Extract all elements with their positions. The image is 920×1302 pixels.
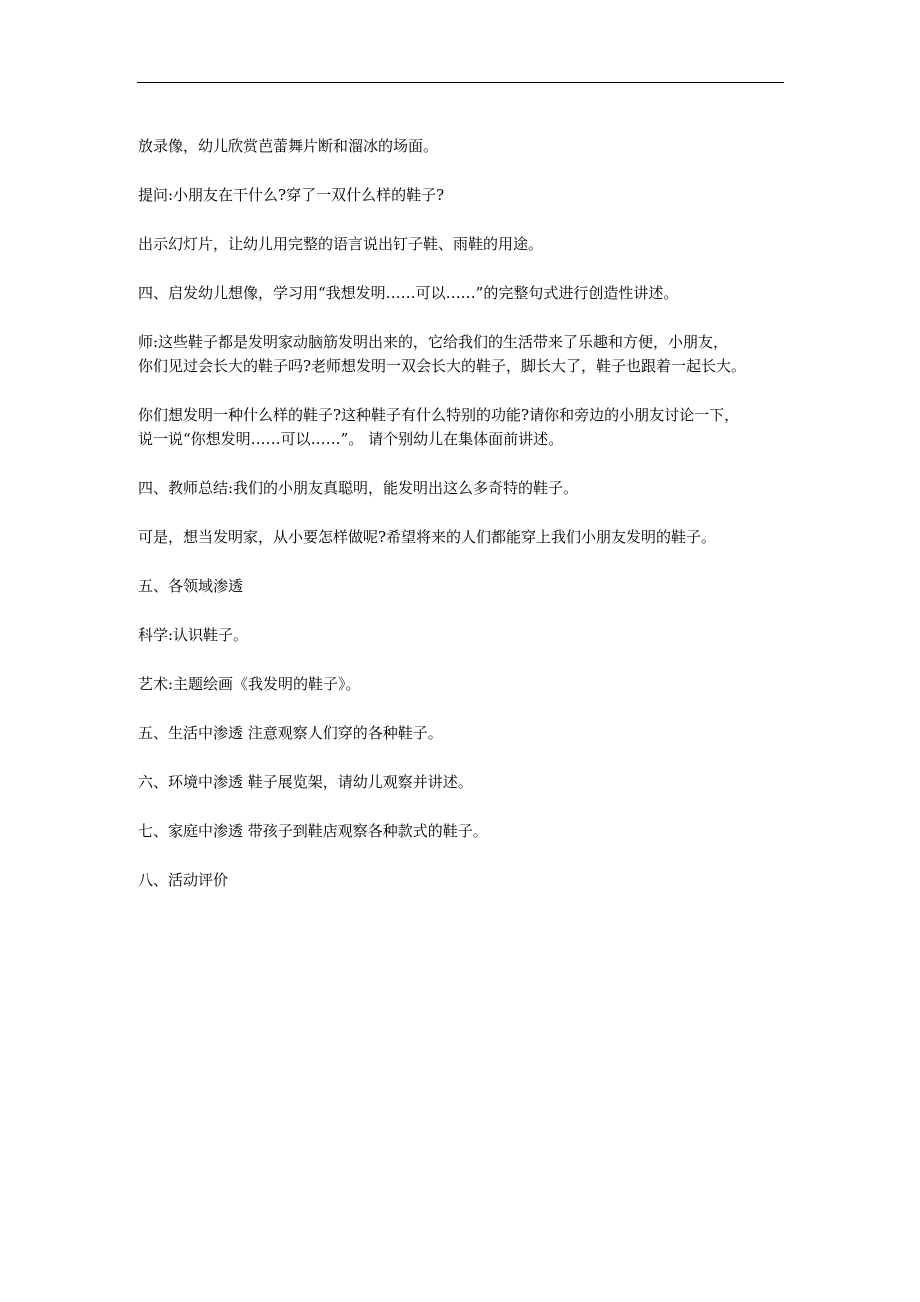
paragraph-15 [138, 868, 788, 892]
paragraph-2 [138, 183, 788, 207]
document-body [138, 134, 788, 917]
header-rule [137, 82, 784, 83]
paragraph-line: 艺术:主题绘画《我发明的鞋子》。 [138, 675, 361, 693]
paragraph-1 [138, 134, 788, 158]
paragraph-line: 八、活动评价 [138, 871, 229, 889]
paragraph-13 [138, 770, 788, 794]
paragraph-line: 科学:认识鞋子。 [138, 626, 249, 644]
paragraph-12 [138, 721, 788, 745]
paragraph-line: 你们见过会长大的鞋子吗?老师想发明一双会长大的鞋子，脚长大了，鞋子也跟着一起长大。 [138, 357, 747, 375]
paragraph-line: 五、生活中渗透 注意观察人们穿的各种鞋子。 [138, 724, 443, 742]
paragraph-line: 七、家庭中渗透 带孩子到鞋店观察各种款式的鞋子。 [138, 822, 488, 840]
paragraph-4 [138, 281, 788, 305]
paragraph-14 [138, 819, 788, 843]
paragraph-line: 说一说“你想发明……可以……”。 请个别幼儿在集体面前讲述。 [138, 430, 564, 448]
section-heading [138, 574, 788, 598]
paragraph-line: 师:这些鞋子都是发明家动脑筋发明出来的，它给我们的生活带来了乐趣和方便，小朋友， [138, 333, 729, 351]
paragraph-line: 可是，想当发明家，从小要怎样做呢?希望将来的人们都能穿上我们小朋友发明的鞋子。 [138, 528, 717, 546]
paragraph-line: 你们想发明一种什么样的鞋子?这种鞋子有什么特别的功能?请你和旁边的小朋友讨论一下， [138, 406, 740, 424]
paragraph-line: 出示幻灯片，让幼儿用完整的语言说出钉子鞋、雨鞋的用途。 [138, 235, 544, 253]
paragraph-line: 提问:小朋友在干什么?穿了一双什么样的鞋子? [138, 186, 445, 204]
paragraph-5 [138, 330, 788, 378]
paragraph-10 [138, 623, 788, 647]
paragraph-line: 五、各领域渗透 [138, 577, 244, 595]
paragraph-7 [138, 476, 788, 500]
paragraph-3 [138, 232, 788, 256]
paragraph-6 [138, 403, 788, 451]
paragraph-11 [138, 672, 788, 696]
paragraph-line: 四、教师总结:我们的小朋友真聪明，能发明出这么多奇特的鞋子。 [138, 479, 579, 497]
paragraph-line: 放录像，幼儿欣赏芭蕾舞片断和溜冰的场面。 [138, 137, 439, 155]
paragraph-8 [138, 525, 788, 549]
paragraph-line: 六、环境中渗透 鞋子展览架，请幼儿观察并讲述。 [138, 773, 473, 791]
paragraph-line: 四、启发幼儿想像，学习用“我想发明……可以……”的完整句式进行创造性讲述。 [138, 284, 679, 302]
